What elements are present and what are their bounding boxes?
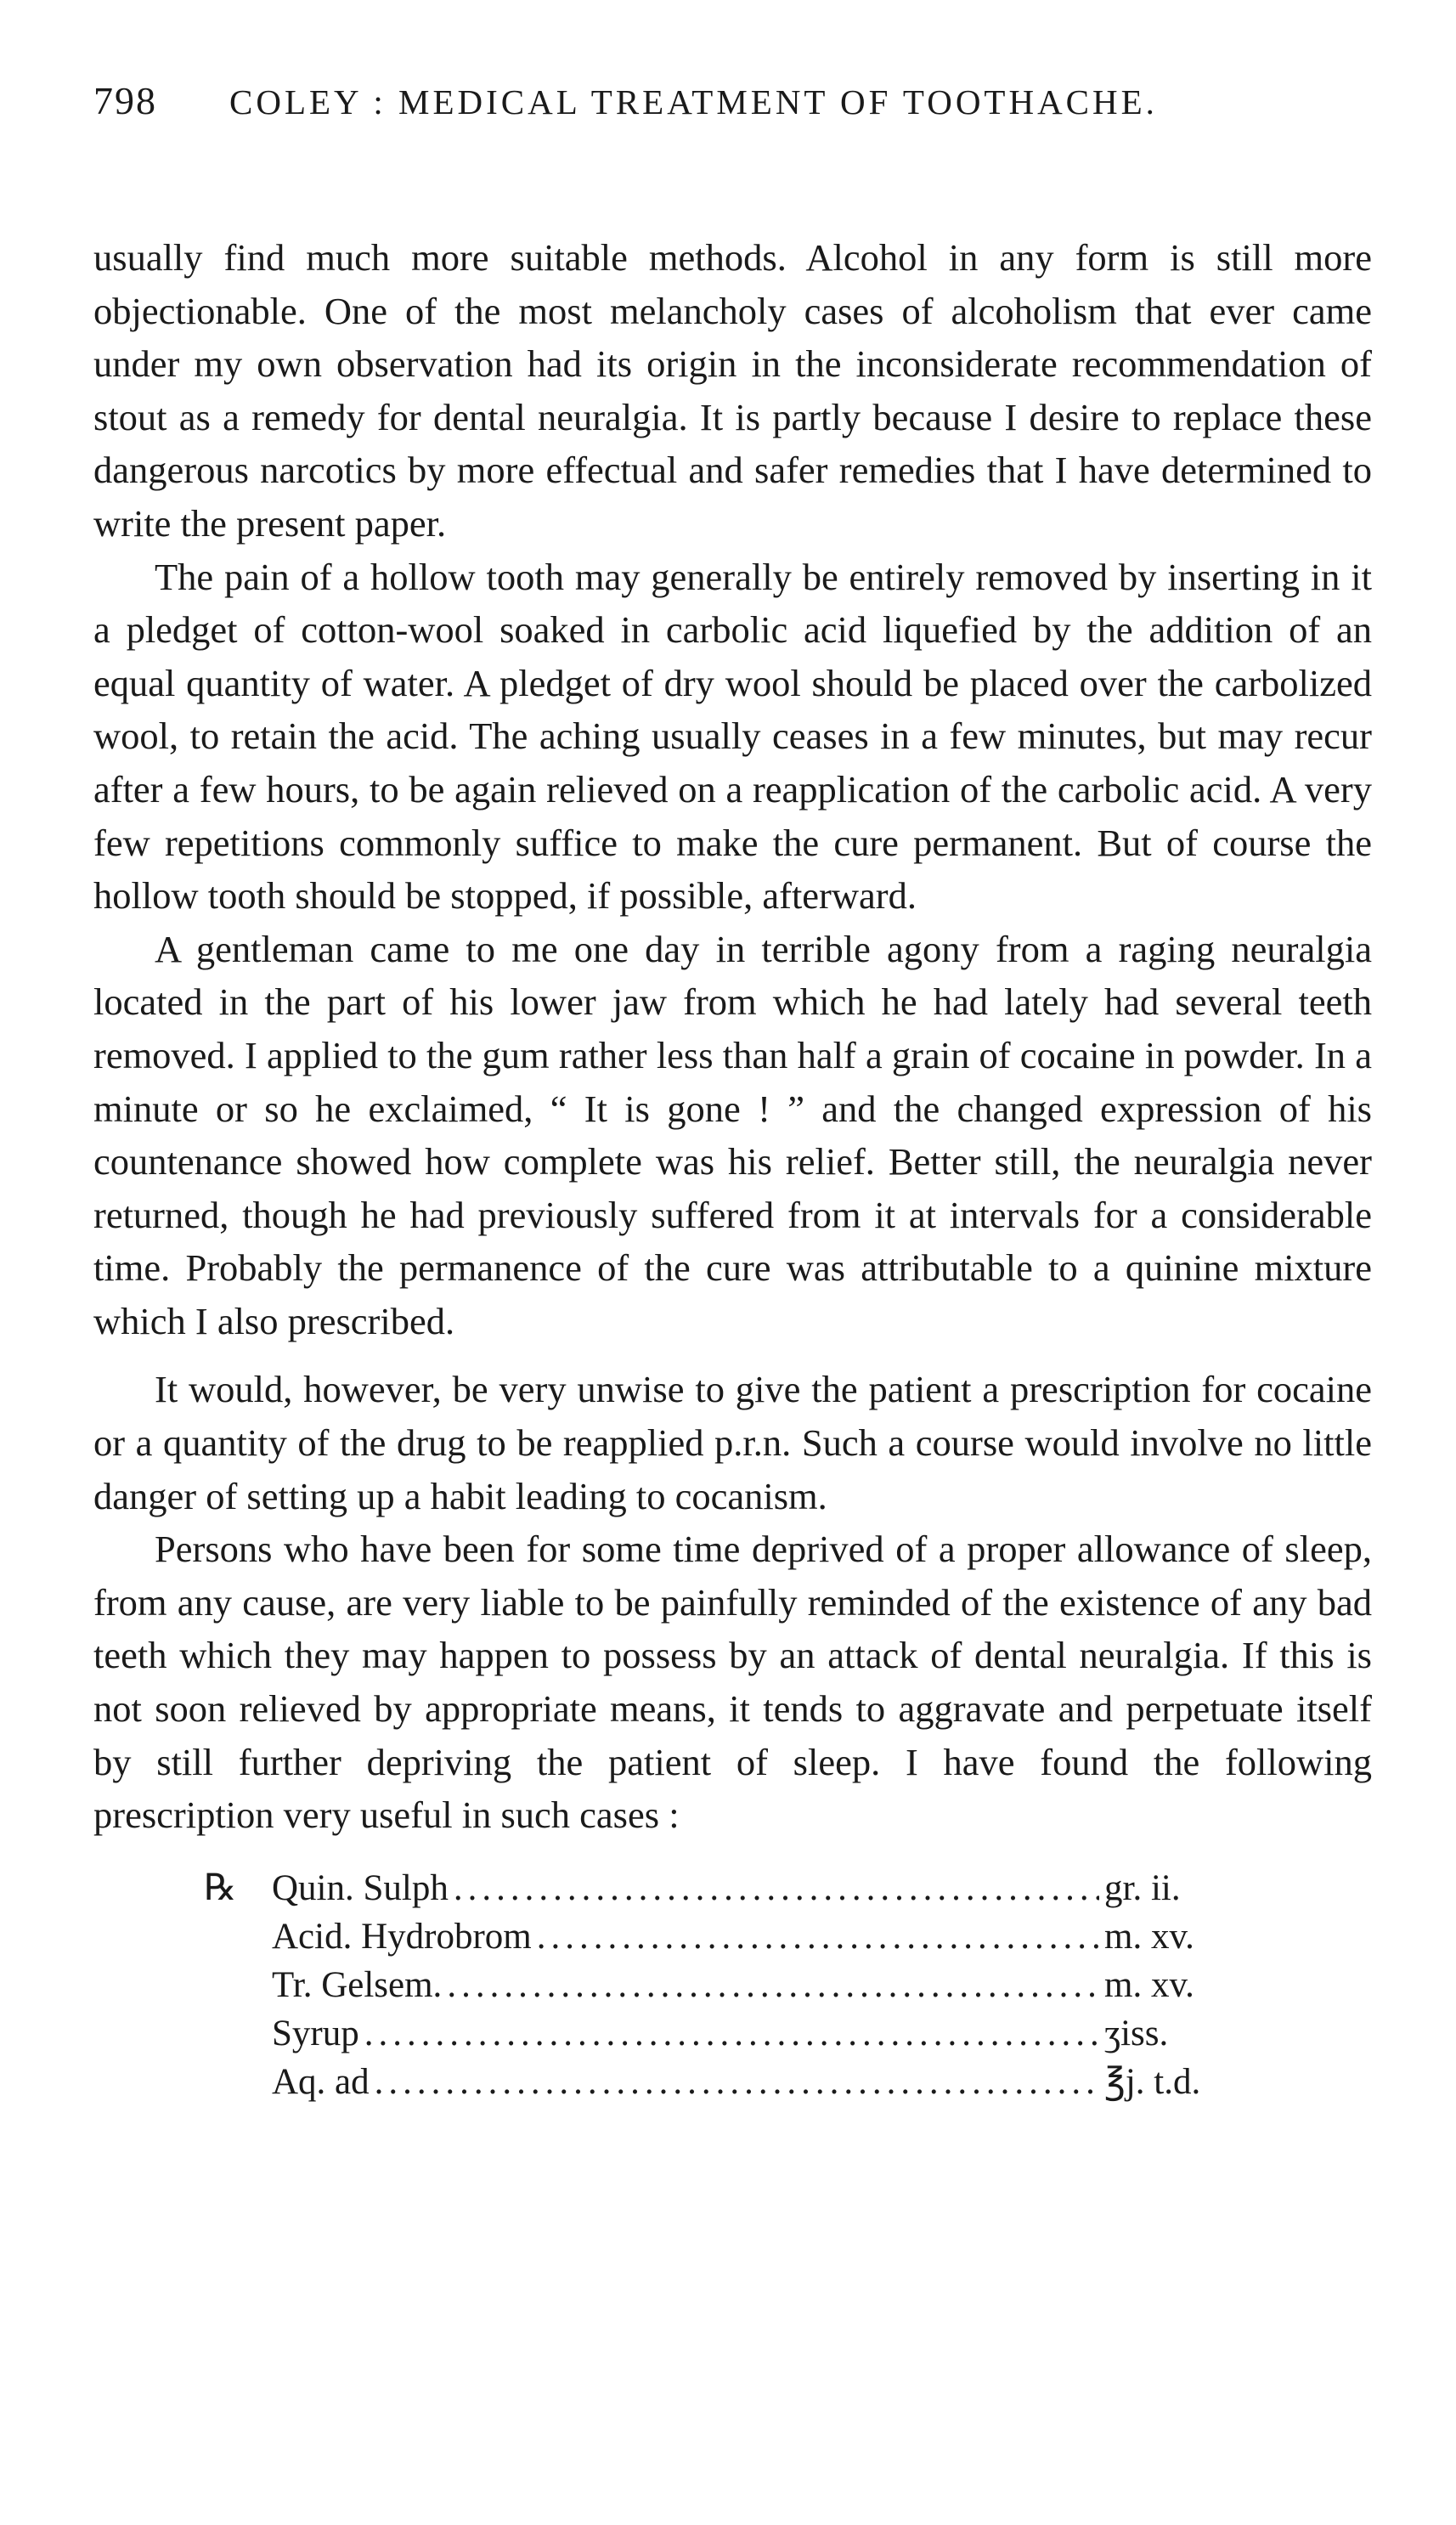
prescription [204,1864,1232,2106]
dot-leader [447,1961,1099,2009]
ingredient-name: Syrup [272,2013,359,2053]
running-title: COLEY : MEDICAL TREATMENT OF TOOTHACHE. [229,82,1158,121]
dot-leader [364,2009,1099,2058]
dot-leader [454,1864,1099,1912]
ingredient-name: Quin. Sulph [272,1867,449,1908]
recipe-symbol: ℞ [204,1867,237,1908]
prescription-line [204,1864,1232,1912]
ingredient-dose: m. xv. [1104,1916,1194,1957]
dot-leader [375,2058,1099,2106]
ingredient-dose: ℥j. t.d. [1104,2061,1201,2102]
dot-leader [537,1912,1099,1961]
ingredient-dose: ʒiss. [1104,2013,1169,2053]
ingredient-name: Aq. ad [272,2061,370,2102]
prescription-line [204,2009,1232,2058]
body-text [93,231,1372,1842]
book-page [93,68,1372,2106]
paragraph-2: The pain of a hollow tooth may generally be entirely removed by inserting in it a pledget of cotton-wool soaked in carbolic acid liquefied by the addition of an equal quantity of water. A pledget of dry wool should be placed over the carbolized wool, to retain the acid. The aching usually ceases in a few minutes, but may recur after a few hours, to be again relieved on a reapplication of the carbolic acid. A very few repetitions commonly suffice to make the cure permanent. But of course the hollow tooth should be stopped, if possible, afterward. [93,555,1372,918]
ingredient-name: Tr. Gelsem. [272,1964,443,2005]
running-head [93,68,1372,127]
paragraph-4: It would, however, be very unwise to give the patient a prescription for cocaine or a quantity of the drug to be reapplied p.r.n. Such a course would involve no little danger of setting up a habit leading to cocanism. [93,1368,1372,1517]
paragraph-5: Persons who have been for some time deprived of a proper allowance of sleep, from any cause, are very liable to be painfully reminded of the existence of any bad teeth which they may happen to possess by an attack of dental neuralgia. If this is not soon relieved by appropriate means, it tends to aggravate and perpetuate itself by still further depriving the patient of sleep. I have found the following prescription very useful in such cases : [93,1528,1372,1837]
prescription-line [204,1961,1232,2009]
ingredient-dose: gr. ii. [1104,1867,1181,1908]
prescription-line [204,1912,1232,1961]
ingredient-name: Acid. Hydrobrom [272,1916,532,1957]
prescription-line [204,2058,1232,2106]
ingredient-dose: m. xv. [1104,1964,1194,2005]
page-number: 798 [93,79,157,122]
paragraph-3: A gentleman came to me one day in terrible agony from a raging neuralgia located in the part of his lower jaw from which he had lately had several teeth removed. I applied to the gum rather less than half a grain of cocaine in powder. In a minute or so he exclaimed, “ It is gone ! ” and the changed expression of his countenance showed how complete was his relief. Better still, the neuralgia never returned, though he had previously suffered from it at intervals for a considerable time. Probably the permanence of the cure was attributable to a quinine mixture which I also prescribed. [93,927,1372,1342]
paragraph-1: usually find much more suitable methods. Alcohol in any form is still more objectionable. One of the most melancholy cases of alcoholism that ever came under my own observation had its origin in the inconsiderate recommendation of stout as a remedy for dental neuralgia. It is partly because I desire to replace these dangerous narcotics by more effectual and safer remedies that I have determined to write the present paper. [93,236,1372,545]
